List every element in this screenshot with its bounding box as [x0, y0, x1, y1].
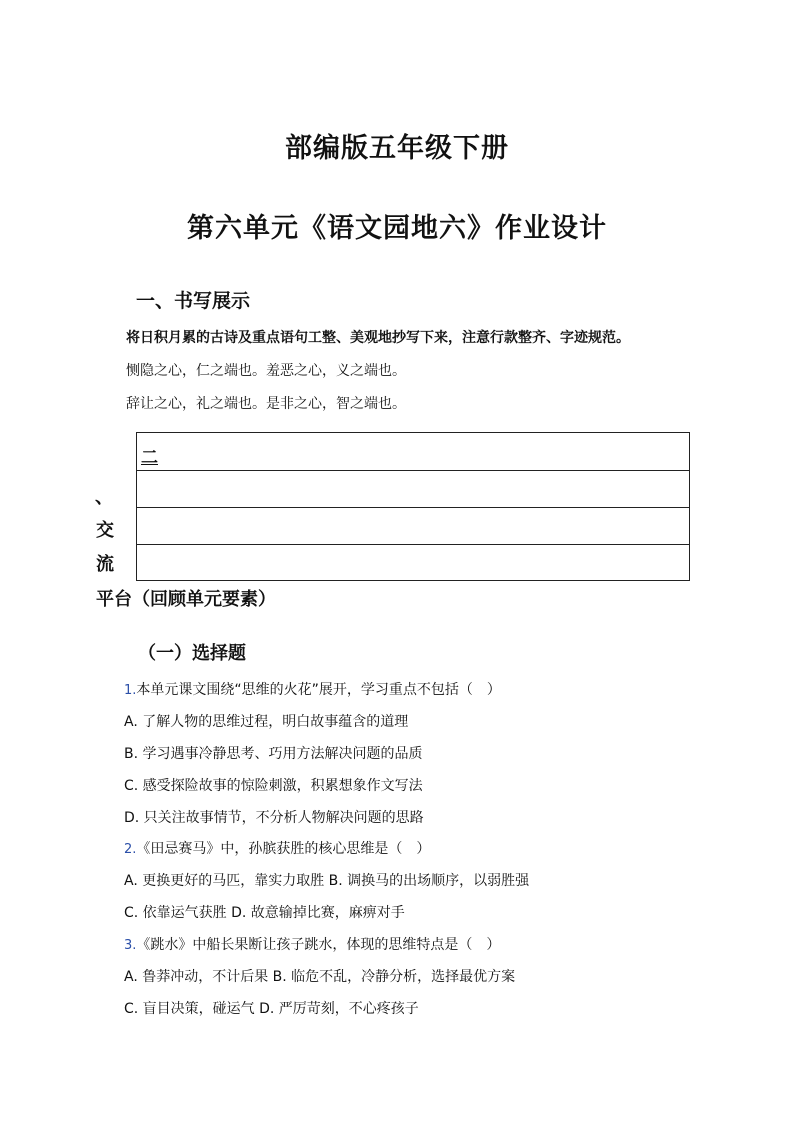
option-line: C. 盲目决策，碰运气 D. 严厉苛刻，不心疼孩子 [124, 1001, 419, 1017]
writing-grid [136, 432, 690, 581]
section2-side-char: 流 [96, 554, 114, 575]
question-text: 《跳水》中船长果断让孩子跳水，体现的思维特点是（ ） [136, 937, 501, 953]
question-2 [124, 838, 430, 858]
question-text: 本单元课文围绕“思维的火花”展开，学习重点不包括（ ） [136, 682, 501, 698]
section1-instruction: 将日积月累的古诗及重点语句工整、美观地抄写下来，注意行款整齐、字迹规范。 [126, 330, 630, 346]
question-text: 《田忌赛马》中，孙膑获胜的核心思维是（ ） [136, 841, 431, 857]
option-line: A. 更换更好的马匹，靠实力取胜 B. 调换马的出场顺序，以弱胜强 [124, 873, 530, 889]
question-1 [124, 679, 501, 699]
quote-line-1: 恻隐之心，仁之端也。羞恶之心，义之端也。 [126, 363, 406, 379]
section2-number: 二 [141, 448, 158, 468]
grid-row [137, 433, 689, 470]
quote-line-2: 辞让之心，礼之端也。是非之心，智之端也。 [126, 396, 406, 412]
question-number: 3. [124, 938, 137, 953]
grid-row [137, 470, 689, 508]
doc-title-line1: 部编版五年级下册 [285, 133, 509, 164]
section2-side-char: 、 [95, 487, 113, 508]
option-line: A. 鲁莽冲动，不计后果 B. 临危不乱，冷静分析，选择最优方案 [124, 969, 516, 985]
doc-title-line2: 第六单元《语文园地六》作业设计 [187, 213, 607, 244]
option-line: D. 只关注故事情节，不分析人物解决问题的思路 [124, 810, 424, 826]
grid-row [137, 544, 689, 582]
option-line: C. 依靠运气获胜 D. 故意输掉比赛，麻痹对手 [124, 905, 405, 921]
subsection-heading: （一）选择题 [138, 643, 246, 664]
question-number: 1. [124, 683, 137, 698]
question-number: 2. [124, 842, 137, 857]
option-line: C. 感受探险故事的惊险刺激，积累想象作文写法 [124, 778, 423, 794]
section1-heading: 一、书写展示 [136, 290, 251, 312]
option-line: A. 了解人物的思维过程，明白故事蕴含的道理 [124, 714, 409, 730]
question-3 [124, 934, 500, 954]
section2-side-char: 交 [96, 520, 114, 541]
option-line: B. 学习遇事冷静思考、巧用方法解决问题的品质 [124, 746, 423, 762]
section2-heading: 平台（回顾单元要素） [96, 589, 276, 610]
grid-row [137, 507, 689, 545]
